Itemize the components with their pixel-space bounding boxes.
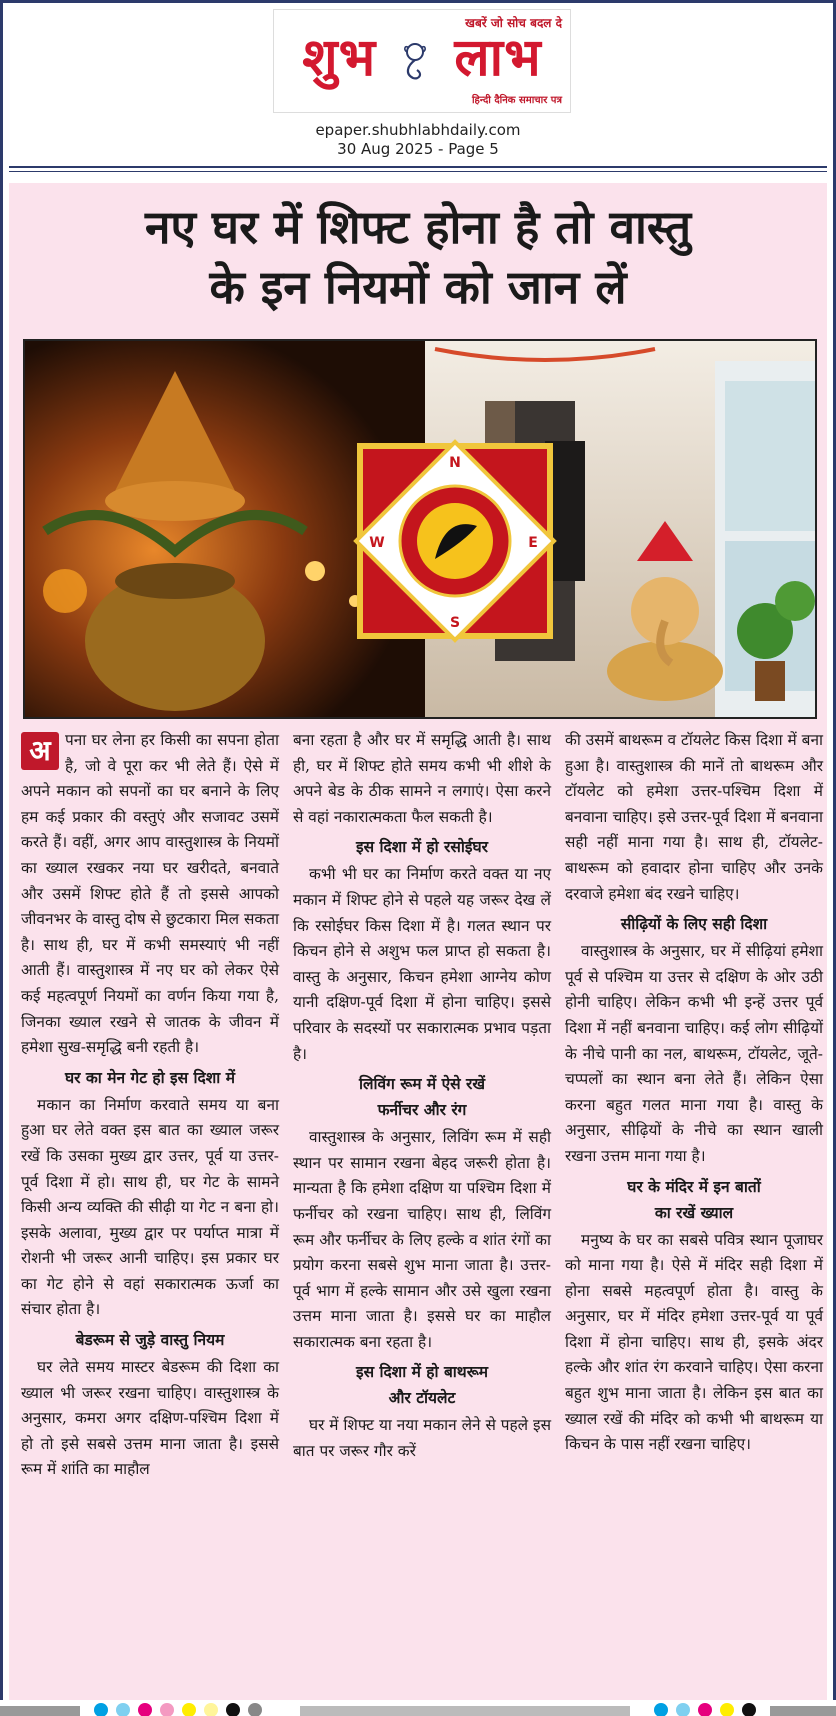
article-column-2 [293,728,551,1465]
edition-info [3,121,833,159]
ganesh-icon [397,40,433,82]
light-yellow-swatch [204,1703,218,1716]
magenta-swatch [138,1703,152,1716]
headline-line-2: के इन नियमों को जान लें [209,260,627,314]
subheading-bathroom-line1: इस दिशा में हो बाथरूम [355,1363,489,1382]
cyan-swatch [94,1703,108,1716]
print-color-bar [0,1700,836,1716]
subheading-living-room-line1: लिविंग रूम में ऐसे रखें [358,1075,486,1094]
paragraph-living-room: वास्तुशास्त्र के अनुसार, लिविंग रूम में सही स्थान पर सामान रखना बेहद जरूरी होता है। मान्यता है कि हमेशा दक्षिण या पश्चिम दिशा में फर्नीचर को रखना चाहिए। साथ ही, लिविंग रूम और फर्नीचर के लिए हल्के व शांत रंगों का प्रयोग करना सबसे शुभ माना जाता है। उत्तर-पूर्व भाग में हल्के सामान और उसे खुला रखना उत्तम माना जाता है। इससे घर का माहौल सकारात्मक बना रहता है। [293,1128,551,1351]
paragraph-kitchen: कभी भी घर का निर्माण करते वक्त या नए मकान में शिफ्ट होने से पहले यह जरूर देख लें कि रसोईघर किस दिशा में है। गलत स्थान पर किचन होने से अशुभ फल प्राप्त हो सकता है। वास्तु के अनुसार, किचन हमेशा आग्नेय कोण यानी दक्षिण-पूर्व दिशा में होना चाहिए। इससे परिवार के सदस्यों पर सकारात्मक प्रभाव पड़ता है। [293,865,551,1063]
svg-text:N: N [449,455,461,471]
svg-text:W: W [369,535,385,551]
paragraph-temple: मनुष्य के घर का सबसे पवित्र स्थान पूजाघर को माना गया है। ऐसे में मंदिर सही दिशा में होना सबसे महत्वपूर्ण होता है। वास्तु के अनुसार, घर में मंदिर हमेशा उत्तर-पूर्व या पूर्व दिशा में होना चाहिए। साथ ही, इसके अंदर हल्के और शांत रंग करवाने चाहिए। ऐसा करना बहुत शुभ माना जाता है। लेकिन इस बात का ख्याल रखें की मंदिर को कभी भी बाथरूम या किचन के पास नहीं रखना चाहिए। [565,1230,823,1454]
header-rule-thin [9,171,827,172]
logo-wordmark [274,28,570,88]
newspaper-logo[interactable] [273,9,571,113]
grey-swatch [248,1703,262,1716]
vastu-illustration [25,341,817,719]
paragraph-bathroom-cont: की उसमें बाथरूम व टॉयलेट किस दिशा में बना हुआ है। वास्तुशास्त्र की मानें तो बाथरूम और टॉयलेट को हमेशा उत्तर-पश्चिम दिशा में बनवाना चाहिए। इसे उत्तर-पूर्व दिशा में बनवाना सही नहीं माना गया है। साथ ही, टॉयलेट-बाथरूम को हवादार होना चाहिए और उनके दरवाजे हमेशा बंद रखने चाहिए। [565,731,823,903]
subheading-main-gate: घर का मेन गेट हो इस दिशा में [64,1068,235,1087]
registration-bar-right [770,1706,836,1716]
black-swatch-right [742,1703,756,1716]
date-page: 30 Aug 2025 - Page 5 [337,140,499,158]
cyan-swatch-right [654,1703,668,1716]
subheading-temple-line1: घर के मंदिर में इन बातों [627,1177,761,1196]
article-column-1 [21,728,279,1483]
yellow-swatch [182,1703,196,1716]
subheading-temple-line2: का रखें ख्याल [654,1203,734,1222]
logo-subtitle: हिन्दी दैनिक समाचार पत्र [471,95,562,106]
article-photo [23,339,817,719]
paragraph-bathroom: घर में शिफ्ट या नया मकान लेने से पहले इस बात पर जरूर गौर करें [293,1416,551,1461]
registration-bar-center [300,1706,630,1716]
logo-word-left: शुभ [302,28,377,88]
svg-text:S: S [449,615,461,631]
black-swatch [226,1703,240,1716]
site-url[interactable]: epaper.shubhlabhdaily.com [315,121,521,139]
light-magenta-swatch [160,1703,174,1716]
headline-line-1: नए घर में शिफ्ट होना है तो वास्तु [144,200,692,254]
magenta-swatch-right [698,1703,712,1716]
svg-text:E: E [528,535,538,551]
registration-bar [0,1706,80,1716]
subheading-bedroom: बेडरूम से जुड़े वास्तु नियम [75,1331,225,1350]
yellow-swatch-right [720,1703,734,1716]
intro-text: पना घर लेना हर किसी का सपना होता है, जो वे पूरा कर भी लेते हैं। ऐसे में अपने मकान को सपनों का घर बनाने के लिए हम कई प्रकार की वस्तुएं और सजावट उसमें करते हैं। वहीं, अगर आप वास्तुशास्त्र के नियमों का ख्याल रखकर नया घर खरीदते, बनवाते और उसमें शिफ्ट होते हैं तो इससे आपको जीवनभर के वास्तु दोष से छुटकारा मिल सकता है। साथ ही, घर में कभी समस्याएं भी नहीं आती हैं। वास्तुशास्त्र में नए घर को लेकर ऐसे कई महत्वपूर्ण नियमों का वर्णन किया गया है, जिनका ख्याल रखने से जातक के जीवन में हमेशा सुख-समृद्धि बनी रहती है। [21,731,279,1057]
paragraph-main-gate: मकान का निर्माण करवाते समय या बना हुआ घर लेते वक्त इस बात का ख्याल जरूर रखें कि उसका मुख्य द्वार उत्तर, पूर्व या उत्तर-पूर्व दिशा में हो। साथ ही, घर गेट के सामने किसी अन्य व्यक्ति की सीढ़ी या गेट न बना हो। इसके अलावा, मुख्य द्वार पर पर्याप्त मात्रा में रोशनी भी जरूर आनी चाहिए। इस प्रकार घर का गेट होने से वहां सकारात्मक ऊर्जा का संचार होता है। [21,1095,279,1319]
article [9,183,827,1703]
masthead [3,3,833,168]
paragraph-bedroom-cont: बना रहता है और घर में समृद्धि आती है। साथ ही, घर में शिफ्ट होते समय कभी भी शीशे के अपने बेड के ठीक सामने न लगाएं। ऐसा करने से वहां नकारात्मकता फैल सकती है। [293,731,551,826]
light-cyan-swatch-right [676,1703,690,1716]
logo-tagline: खबरें जो सोच बदल दे [465,16,562,30]
article-headline [9,197,827,317]
subheading-kitchen: इस दिशा में हो रसोईघर [356,838,488,857]
paragraph-bedroom: घर लेते समय मास्टर बेडरूम की दिशा का ख्याल भी जरूर रखना चाहिए। वास्तुशास्त्र के अनुसार, कमरा अगर दक्षिण-पश्चिम दिशा में हो तो इसे सबसे उत्तम माना जाता है। इससे रूम में शांति का माहौल [21,1358,279,1479]
drop-cap: अ [21,732,59,770]
subheading-bathroom-line2: और टॉयलेट [388,1389,456,1408]
subheading-stairs: सीढ़ियों के लिए सही दिशा [620,915,768,934]
header-rule [9,166,827,168]
subheading-living-room-line2: फर्नीचर और रंग [377,1101,467,1120]
light-cyan-swatch [116,1703,130,1716]
subheading-living-room [293,1071,551,1123]
subheading-temple [565,1174,823,1226]
article-column-3 [565,728,823,1458]
logo-word-right: लाभ [454,28,542,88]
vastu-compass-icon [356,442,554,640]
intro-paragraph [21,728,279,1061]
subheading-bathroom [293,1359,551,1411]
paragraph-stairs: वास्तुशास्त्र के अनुसार, घर में सीढ़ियां हमेशा पूर्व से पश्चिम या उत्तर से दक्षिण के ओर उठी होनी चाहिए। लेकिन कभी भी इन्हें उत्तर पूर्व दिशा में नहीं बनवाना चाहिए। कई लोग सीढ़ियों के नीचे पानी का नल, बाथरूम, टॉयलेट, जूते-चप्पलों का स्थान बना लेते हैं। लेकिन ऐसा करना बहुत गलत माना गया है। वास्तु के अनुसार, सीढ़ियों के नीचे का स्थान खाली रखना उत्तम माना गया है। [565,942,823,1165]
